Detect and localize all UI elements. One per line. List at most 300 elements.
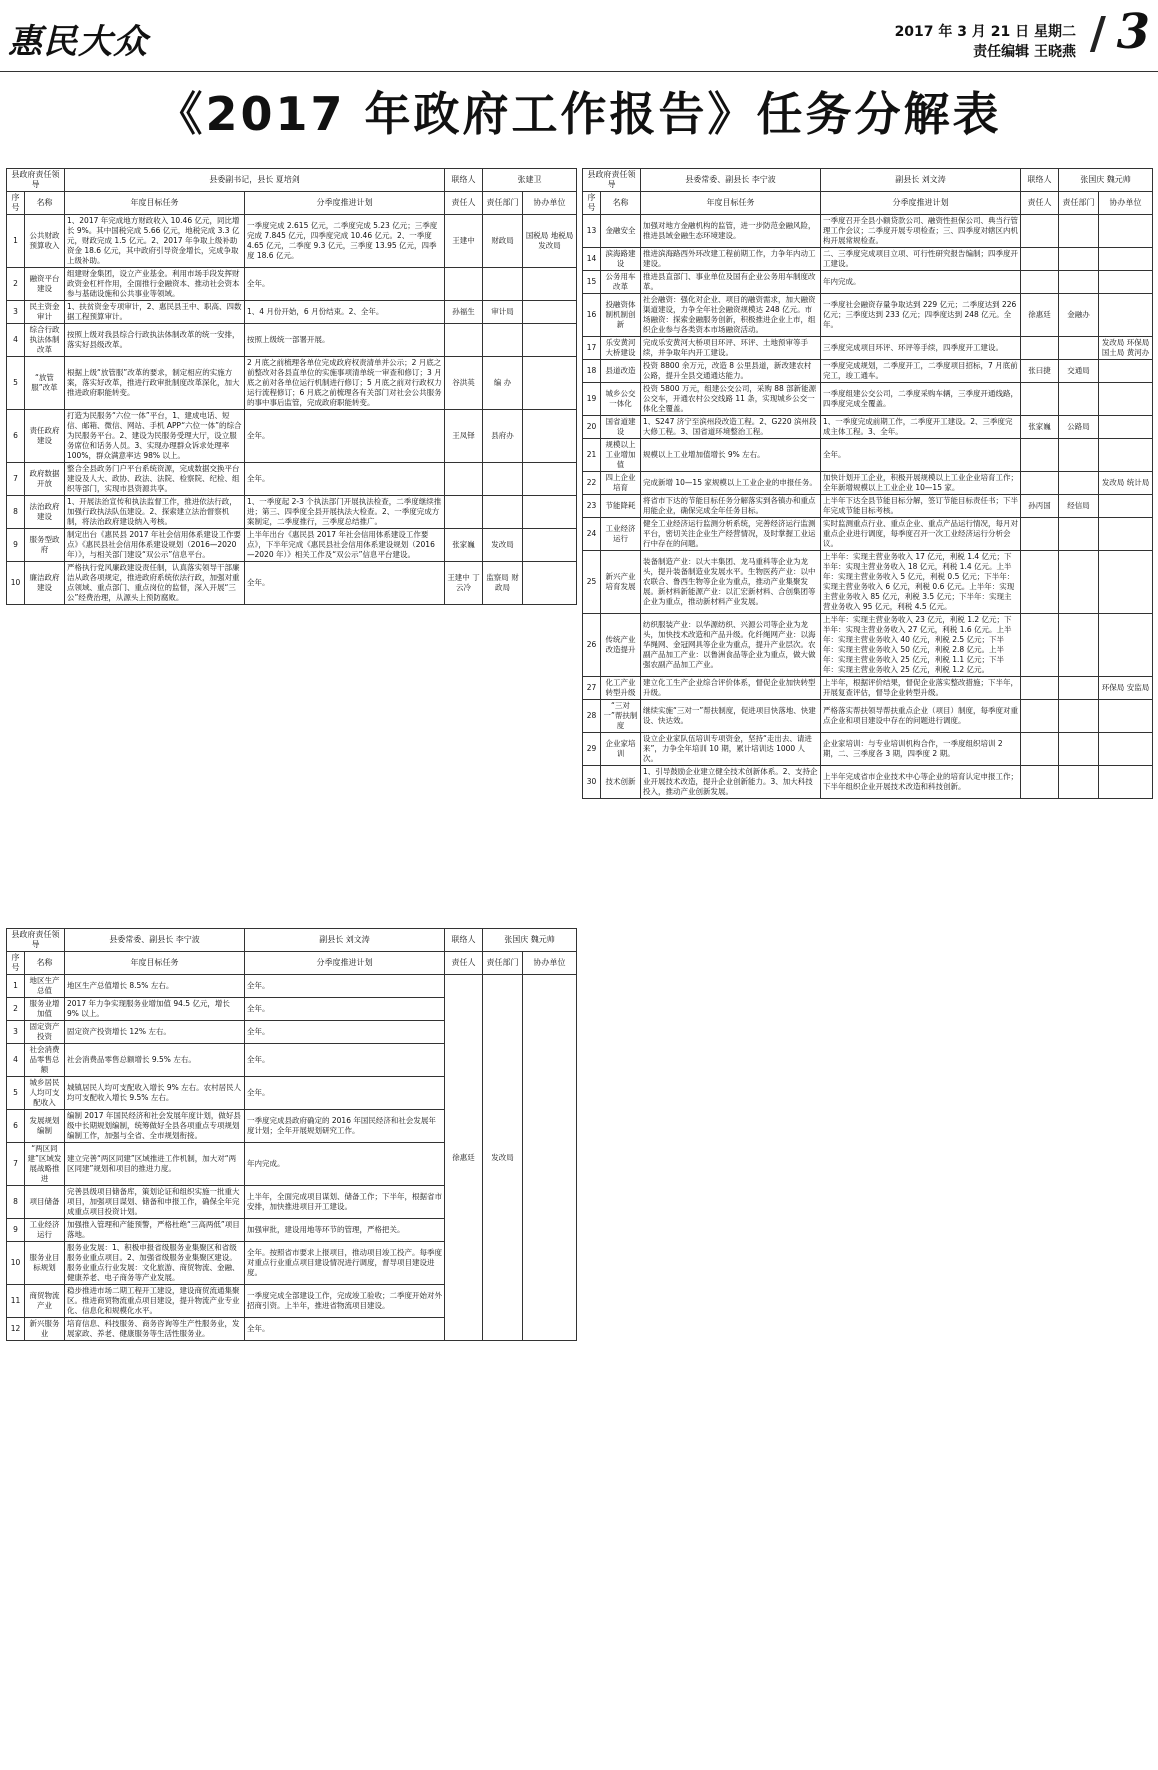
quarterly-plan: 1、一季度起 2-3 个执法部门开展执法检查，二季度继续推进；第三、四季度全县开展执法大检查。2、一季度完成方案制定，二季度推行，三季度总结推广。 — [245, 496, 445, 529]
quarterly-plan: 上半年下达全县节能目标分解，签订节能目标责任书；下半年完成节能目标考核。 — [821, 495, 1021, 518]
annual-task: 纺织服装产业：以华源纺织、兴源公司等企业为龙头，加快技术改造和产品升级。化纤绳网产业：以海华绳网、金冠网具等企业为重点，提升产业层次。农副产品加工产业：以鲁洲食品等企业为重点，做大做强农副产品加工产业。 — [641, 614, 821, 677]
co-organizer: 发改局 统计局 — [1099, 472, 1153, 495]
co-organizer — [1099, 439, 1153, 472]
task-name: “三对一”帮扶制度 — [601, 700, 641, 733]
task-name: 金融安全 — [601, 215, 641, 248]
annual-task: 编制 2017 年国民经济和社会发展年度计划，做好县级中长期规划编制，统筹做好全县各项重点专项规划编制工作，加强与全省、全市规划衔接。 — [65, 1110, 245, 1143]
column-header: 年度目标任务 — [65, 952, 245, 975]
quarterly-plan: 全年。 — [245, 975, 445, 998]
quarterly-plan: 一季度完成县政府确定的 2016 年国民经济和社会发展年度计划；全年开展规划研究工作。 — [245, 1110, 445, 1143]
responsible-dept: 发改局 — [483, 529, 523, 562]
responsible-person — [1021, 518, 1059, 551]
annual-task: 1、扶贫资金专项审计，2、惠民县王中、职高、四数据工程预算审计。 — [65, 301, 245, 324]
column-header-row — [7, 952, 577, 975]
annual-task: 推进滨海路西外环改建工程前期工作，力争年内动工建设。 — [641, 248, 821, 271]
task-name: “两区同建”区域发展战略推进 — [25, 1143, 65, 1186]
task-name: 廉洁政府建设 — [25, 562, 65, 605]
leader-value-2: 副县长 刘文涛 — [245, 929, 445, 952]
column-header: 责任部门 — [483, 192, 523, 215]
dateline — [895, 22, 1076, 62]
column-header: 责任人 — [1021, 192, 1059, 215]
table-row — [7, 975, 577, 998]
co-organizer — [523, 529, 577, 562]
quarterly-plan: 全年。 — [245, 1318, 445, 1341]
table-row — [583, 294, 1153, 337]
liaison-value: 张建卫 — [483, 169, 577, 192]
column-header: 责任人 — [445, 952, 483, 975]
annual-task: 整合全县政务门户平台系统资源，完成数据交换平台建设及人大、政协、政法、法院、检察院、纪检、组织等部门，实现市县资源共享。 — [65, 463, 245, 496]
task-name: 工业经济运行 — [25, 1219, 65, 1242]
column-header: 分季度推进计划 — [821, 192, 1021, 215]
table-row — [583, 495, 1153, 518]
row-number: 6 — [7, 410, 25, 463]
annual-task: 将省市下达的节能目标任务分解落实到各镇办和重点用能企业，确保完成全年任务目标。 — [641, 495, 821, 518]
row-number: 4 — [7, 324, 25, 357]
responsible-dept: 经信局 — [1059, 495, 1099, 518]
row-number: 29 — [583, 733, 601, 766]
row-number: 20 — [583, 416, 601, 439]
annual-task: 完善县级项目储备库，策划论证和组织实施一批重大项目，加强项目谋划、储备和申报工作，确保全年完成重点项目投资计划。 — [65, 1186, 245, 1219]
page-title: 《2017 年政府工作报告》任务分解表 — [156, 87, 1002, 141]
responsible-person — [445, 268, 483, 301]
leader-row — [583, 169, 1153, 192]
co-organizer — [523, 410, 577, 463]
responsible-person: 张家巍 — [445, 529, 483, 562]
liaison-value: 张国庆 魏元帅 — [483, 929, 577, 952]
table-row — [583, 677, 1153, 700]
responsible-person: 王建中 — [445, 215, 483, 268]
annual-task: 严格执行党风廉政建设责任制，认真落实领导干部廉洁从政各项规定，推进政府系统依法行政，加强对重点领域、重点部门、重点岗位的监督，深入开展“三公”经费治理，从源头上预防腐败。 — [65, 562, 245, 605]
responsible-person: 徐惠廷 — [445, 975, 483, 1341]
column-header: 序号 — [7, 192, 25, 215]
row-number: 6 — [7, 1110, 25, 1143]
responsible-person — [1021, 551, 1059, 614]
task-name: 项目储备 — [25, 1186, 65, 1219]
row-number: 10 — [7, 1242, 25, 1285]
annual-task: 投资 5800 万元，组建公交公司，采购 88 部新能源公交车，开通农村公交线路 11 条，实现城乡公交一体化全覆盖。 — [641, 383, 821, 416]
annual-task: 培育信息、科技服务、商务咨询等生产性服务业，发展家政、养老、健康服务等生活性服务业。 — [65, 1318, 245, 1341]
annual-task: 稳步推进市场二期工程开工建设，建设商贸流通集聚区。推进商贸物流重点项目建设，提升物流产业专业化、信息化和规模化水平。 — [65, 1285, 245, 1318]
responsible-editor: 责任编辑 王晓燕 — [973, 44, 1076, 60]
task-name: 公务用车改革 — [601, 271, 641, 294]
column-header: 协办单位 — [523, 192, 577, 215]
quarterly-plan: 加强审批，建设用地等环节的管理，严格把关。 — [245, 1219, 445, 1242]
co-organizer: 环保局 安监局 — [1099, 677, 1153, 700]
row-number: 17 — [583, 337, 601, 360]
task-name: 规模以上工业增加值 — [601, 439, 641, 472]
leader-label: 县政府责任领导 — [7, 929, 65, 952]
co-organizer — [523, 463, 577, 496]
task-name: 社会消费品零售总额 — [25, 1044, 65, 1077]
quarterly-plan: 加快计划开工企业，积极开展规模以上工业企业培育工作；全年新增规模以上工业企业 10—15 家。 — [821, 472, 1021, 495]
quarterly-plan: 全年。 — [245, 463, 445, 496]
column-header: 责任部门 — [1059, 192, 1099, 215]
task-name: 公共财政预算收入 — [25, 215, 65, 268]
row-number: 12 — [7, 1318, 25, 1341]
annual-task: 社会融资：强化对企业、项目的融资需求，加大融资渠道建设，力争全年社会融资规模达 248 亿元。市场融资：探索金融服务创新，积极推进企业上市，组织企业参与各类资本市场融资活动。 — [641, 294, 821, 337]
table-row — [7, 463, 577, 496]
quarterly-plan: 一季度完成全部建设工作，完成竣工验收；二季度开始对外招商引资。上半年，推进省物流项目建设。 — [245, 1285, 445, 1318]
co-organizer — [1099, 294, 1153, 337]
column-header-row — [7, 192, 577, 215]
task-name: 政府数据开放 — [25, 463, 65, 496]
quarterly-plan: 全年。 — [245, 562, 445, 605]
column-header: 协办单位 — [1099, 192, 1153, 215]
annual-task: 1、S247 济宁至滨州段改造工程。2、G220 滨州段大修工程。3、国省道环境整治工程。 — [641, 416, 821, 439]
responsible-dept — [1059, 215, 1099, 248]
annual-task: 建立完善“两区同建”区域推进工作机制，加大对“两区同建”规划和项目的推进力度。 — [65, 1143, 245, 1186]
quarterly-plan: 一季度召开全县小额贷款公司、融资性担保公司、典当行管理工作会议；二季度开展专项检查；三、四季度对辖区内机构开展常规检查。 — [821, 215, 1021, 248]
row-number: 22 — [583, 472, 601, 495]
row-number: 13 — [583, 215, 601, 248]
table-row — [583, 439, 1153, 472]
responsible-person — [445, 463, 483, 496]
responsible-person — [1021, 733, 1059, 766]
issue-date: 2017 年 3 月 21 日 星期二 — [894, 24, 1076, 40]
column-header: 名称 — [601, 192, 641, 215]
annual-task: 制定出台《惠民县 2017 年社会信用体系建设工作要点》《惠民县社会信用体系建设规划（2016—2020 年）》，与相关部门建设“双公示”信息平台。 — [65, 529, 245, 562]
responsible-dept — [1059, 700, 1099, 733]
responsible-person: 谷洪英 — [445, 357, 483, 410]
quarterly-plan: 全年。 — [245, 1021, 445, 1044]
table-row — [7, 268, 577, 301]
annual-task: 1、开展法治宣传和执法监督工作，推进依法行政，加强行政执法队伍建设。2、探索建立法治督察机制，将法治政府建设纳入考核。 — [65, 496, 245, 529]
table-row — [583, 614, 1153, 677]
column-header: 名称 — [25, 192, 65, 215]
page-number: 3 — [1116, 4, 1150, 60]
task-name: 固定资产投资 — [25, 1021, 65, 1044]
responsible-dept — [1059, 439, 1099, 472]
task-name: 发展规划编制 — [25, 1110, 65, 1143]
responsible-person: 孙丙国 — [1021, 495, 1059, 518]
quarterly-plan: 全年。 — [245, 1077, 445, 1110]
responsible-dept — [1059, 551, 1099, 614]
quarterly-plan: 上半年：实现主营业务收入 23 亿元，利税 1.2 亿元；下半年：实现主营业务收入 27 亿元，利税 1.6 亿元。上半年：实现主营业务收入 40 亿元，利税 2.5 亿元；下半年：实现主营业务收入 50 亿元，利税 2.8 亿元。上半年：实现主营业务收入 25 亿元，利税 1.1 亿元；下半年：实现主营业务收入 25 亿元，利税 1.2 亿元。 — [821, 614, 1021, 677]
task-name: 服务业增加值 — [25, 998, 65, 1021]
quarterly-plan: 全年。 — [245, 268, 445, 301]
responsible-person — [445, 496, 483, 529]
annual-task: 推进县直部门、事业单位及国有企业公务用车制度改革。 — [641, 271, 821, 294]
row-number: 4 — [7, 1044, 25, 1077]
annual-task: 根据上级“放管服”改革的要求，制定相应的实施方案，落实好改革，推进行政审批制度改革深化，加大推进政府职能转变。 — [65, 357, 245, 410]
responsible-person — [1021, 677, 1059, 700]
co-organizer — [1099, 271, 1153, 294]
task-name: 投融资体制机制创新 — [601, 294, 641, 337]
responsible-person: 孙福生 — [445, 301, 483, 324]
row-number: 3 — [7, 1021, 25, 1044]
task-name: 城乡居民人均可支配收入 — [25, 1077, 65, 1110]
table-row — [7, 496, 577, 529]
table-row — [583, 416, 1153, 439]
responsible-dept — [1059, 271, 1099, 294]
liaison-label: 联络人 — [1021, 169, 1059, 192]
quarterly-plan: 全年。 — [245, 998, 445, 1021]
task-name: 节能降耗 — [601, 495, 641, 518]
leader-value-2: 副县长 刘文涛 — [821, 169, 1021, 192]
task-name: 传统产业改造提升 — [601, 614, 641, 677]
table-row — [7, 324, 577, 357]
row-number: 5 — [7, 1077, 25, 1110]
responsible-dept: 县府办 — [483, 410, 523, 463]
column-header: 分季度推进计划 — [245, 952, 445, 975]
responsible-dept: 交通局 — [1059, 360, 1099, 383]
quarterly-plan: 一季度社会融资存量争取达到 229 亿元；二季度达到 226 亿元；三季度达到 233 亿元；四季度达到 248 亿元。全年。 — [821, 294, 1021, 337]
quarterly-plan: 年内完成。 — [245, 1143, 445, 1186]
task-name: 新兴服务业 — [25, 1318, 65, 1341]
column-header: 年度目标任务 — [65, 192, 245, 215]
table-row — [583, 518, 1153, 551]
row-number: 24 — [583, 518, 601, 551]
responsible-dept — [1059, 383, 1099, 416]
newspaper-logo: 惠民大众 — [8, 22, 148, 62]
table-row — [7, 357, 577, 410]
task-name: 化工产业转型升级 — [601, 677, 641, 700]
task-table-2 — [6, 928, 577, 1341]
table-row — [583, 472, 1153, 495]
table-row — [583, 551, 1153, 614]
row-number: 2 — [7, 998, 25, 1021]
annual-task: 健全工业经济运行监测分析系统，完善经济运行监测平台，密切关注企业生产经营情况，及时掌握工业运行中存在的问题。 — [641, 518, 821, 551]
row-number: 19 — [583, 383, 601, 416]
responsible-dept: 财政局 — [483, 215, 523, 268]
table-row — [583, 271, 1153, 294]
row-number: 27 — [583, 677, 601, 700]
column-header: 分季度推进计划 — [245, 192, 445, 215]
table-row — [583, 766, 1153, 799]
row-number: 21 — [583, 439, 601, 472]
responsible-person — [1021, 383, 1059, 416]
task-table-3 — [582, 168, 1153, 799]
leader-value: 县委副书记，县长 夏培剑 — [65, 169, 445, 192]
column-header: 序号 — [7, 952, 25, 975]
co-organizer — [1099, 215, 1153, 248]
annual-task: 加强推入管理和产能预警，严格杜绝“三高两低”项目落地。 — [65, 1219, 245, 1242]
task-name: 责任政府建设 — [25, 410, 65, 463]
row-number: 3 — [7, 301, 25, 324]
co-organizer — [1099, 383, 1153, 416]
column-header: 序号 — [583, 192, 601, 215]
table-row — [583, 248, 1153, 271]
responsible-dept: 公路局 — [1059, 416, 1099, 439]
co-organizer — [1099, 248, 1153, 271]
responsible-dept: 编 办 — [483, 357, 523, 410]
table-row — [583, 337, 1153, 360]
task-table-1 — [6, 168, 577, 605]
task-name: 县道改造 — [601, 360, 641, 383]
annual-task: 设立企业家队伍培训专项资金，坚持“走出去、请进来”，力争全年培训 10 期，累计培训达 1000 人次。 — [641, 733, 821, 766]
quarterly-plan: 2 月底之前梳理各单位完成政府权责清单并公示；2 月底之前整改对各县直单位的实施事项清单统一审查和修订；3 月底之前对各单位运行机制进行修订；5 月底之前对行政权力运行流程修订；6 月底之前梳理各有关部门对社会公共服务的事中事后监管，完成政府职能转变。 — [245, 357, 445, 410]
responsible-dept: 监察局 财政局 — [483, 562, 523, 605]
quarterly-plan: 一季度完成 2.615 亿元，二季度完成 5.23 亿元；三季度完成 7.845 亿元，四季度完成 10.46 亿元。2、一季度 4.65 亿元，二季度 9.3 亿元，三季度 13.95 亿元，四季度 18.6 亿元。 — [245, 215, 445, 268]
quarterly-plan: 上半年：实现主营业务收入 17 亿元，利税 1.4 亿元；下半年：实现主营业务收入 18 亿元，利税 1.4 亿元。上半年：实现主营业务收入 5 亿元，利税 0.5 亿元；下半年：实现主营业务收入 6 亿元，利税 0.6 亿元。上半年：实现主营业务收入 85 亿元，利税 3.5 亿元；下半年：实现主营业务收入 95 亿元，利税 4.5 亿元。 — [821, 551, 1021, 614]
leader-row — [7, 929, 577, 952]
responsible-dept: 发改局 — [483, 975, 523, 1341]
annual-task: 建立化工生产企业综合评价体系，督促企业加快转型升级。 — [641, 677, 821, 700]
quarterly-plan: 全年。 — [821, 439, 1021, 472]
quarterly-plan: 二、三季度完成项目立项、可行性研究报告编制；四季度开工建设。 — [821, 248, 1021, 271]
quarterly-plan: 三季度完成项目环评、环评等手续，四季度开工建设。 — [821, 337, 1021, 360]
column-header: 年度目标任务 — [641, 192, 821, 215]
responsible-dept — [1059, 472, 1099, 495]
responsible-dept — [1059, 766, 1099, 799]
table-row — [7, 529, 577, 562]
quarterly-plan: 1、4 月份开始，6 月份结束。2、全年。 — [245, 301, 445, 324]
quarterly-plan: 企业家培训：与专业培训机构合作，一季度组织培训 2 期，二、三季度各 3 期，四季度 2 期。 — [821, 733, 1021, 766]
annual-task: 地区生产总值增长 8.5% 左右。 — [65, 975, 245, 998]
task-name: 四上企业培育 — [601, 472, 641, 495]
responsible-person — [445, 324, 483, 357]
row-number: 7 — [7, 1143, 25, 1186]
task-name: 工业经济运行 — [601, 518, 641, 551]
row-number: 8 — [7, 496, 25, 529]
table-row — [583, 360, 1153, 383]
responsible-person: 张家巍 — [1021, 416, 1059, 439]
annual-task: 加强对地方金融机构的监管，进一步防范金融风险，推进县域金融生态环境建设。 — [641, 215, 821, 248]
column-header: 责任人 — [445, 192, 483, 215]
table-row — [583, 733, 1153, 766]
task-name: 综合行政执法体制改革 — [25, 324, 65, 357]
co-organizer — [523, 496, 577, 529]
responsible-dept — [483, 324, 523, 357]
responsible-person — [1021, 248, 1059, 271]
column-header: 协办单位 — [523, 952, 577, 975]
row-number: 9 — [7, 1219, 25, 1242]
annual-task: 1、引导鼓励企业建立健全技术创新体系。2、支持企业开展技术改造，提升企业创新能力。3、加大科技投入，推动产业创新发展。 — [641, 766, 821, 799]
responsible-person: 王建中 丁云冷 — [445, 562, 483, 605]
annual-task: 2017 年力争实现服务业增加值 94.5 亿元，增长 9% 以上。 — [65, 998, 245, 1021]
leader-row — [7, 169, 577, 192]
column-header: 名称 — [25, 952, 65, 975]
responsible-person — [1021, 472, 1059, 495]
row-number: 23 — [583, 495, 601, 518]
responsible-dept — [483, 268, 523, 301]
annual-task: 继续实施“三对一”帮扶制度，促进项目快落地、快建设、快达效。 — [641, 700, 821, 733]
co-organizer — [523, 301, 577, 324]
responsible-dept — [1059, 248, 1099, 271]
row-number: 16 — [583, 294, 601, 337]
row-number: 8 — [7, 1186, 25, 1219]
task-name: 服务型政府 — [25, 529, 65, 562]
masthead — [0, 0, 1158, 72]
quarterly-plan: 一季度组建公交公司，二季度采购车辆，三季度开通线路，四季度完成全覆盖。 — [821, 383, 1021, 416]
responsible-person: 张曰捷 — [1021, 360, 1059, 383]
co-organizer — [1099, 495, 1153, 518]
responsible-dept: 金融办 — [1059, 294, 1099, 337]
task-name: 法治政府建设 — [25, 496, 65, 529]
quarterly-plan: 按照上级统一部署开展。 — [245, 324, 445, 357]
task-name: 地区生产总值 — [25, 975, 65, 998]
responsible-person — [1021, 271, 1059, 294]
responsible-person — [1021, 439, 1059, 472]
quarterly-plan: 一季度完成规划，二季度开工，二季度项目招标，7 月底前完工，竣工通车。 — [821, 360, 1021, 383]
quarterly-plan: 上半年，全面完成项目谋划、储备工作；下半年，根据省市安排，加快推进项目开工建设。 — [245, 1186, 445, 1219]
task-name: 融资平台建设 — [25, 268, 65, 301]
row-number: 7 — [7, 463, 25, 496]
annual-task: 完成乐安黄河大桥项目环评、环评、土地预审等手续，并争取年内开工建设。 — [641, 337, 821, 360]
co-organizer — [1099, 733, 1153, 766]
quarterly-plan: 全年。 — [245, 1044, 445, 1077]
page-slash: / — [1089, 8, 1106, 59]
row-number: 25 — [583, 551, 601, 614]
task-name: 新兴产业培育发展 — [601, 551, 641, 614]
leader-value: 县委常委、副县长 李宁波 — [641, 169, 821, 192]
responsible-dept — [1059, 614, 1099, 677]
table-row — [583, 383, 1153, 416]
annual-task: 完成新增 10—15 家规模以上工业企业的申报任务。 — [641, 472, 821, 495]
quarterly-plan: 1、一季度完成前期工作，二季度开工建设。2、三季度完成主体工程。3、全年。 — [821, 416, 1021, 439]
responsible-person — [1021, 766, 1059, 799]
liaison-label: 联络人 — [445, 169, 483, 192]
co-organizer — [1099, 551, 1153, 614]
annual-task: 社会消费品零售总额增长 9.5% 左右。 — [65, 1044, 245, 1077]
row-number: 1 — [7, 215, 25, 268]
responsible-dept: 审计局 — [483, 301, 523, 324]
task-name: 滨海路建设 — [601, 248, 641, 271]
co-organizer: 国税局 地税局 发改局 — [523, 215, 577, 268]
co-organizer — [1099, 700, 1153, 733]
quarterly-plan: 实时监测重点行业、重点企业、重点产品运行情况，每月对重点企业进行调度，每季度召开一次工业经济运行分析会议。 — [821, 518, 1021, 551]
task-name: 民主资金审计 — [25, 301, 65, 324]
task-name: 城乡公交一体化 — [601, 383, 641, 416]
row-number: 5 — [7, 357, 25, 410]
table-row — [583, 700, 1153, 733]
table-row — [583, 215, 1153, 248]
responsible-person: 王凤铎 — [445, 410, 483, 463]
annual-task: 按照上级对我县综合行政执法体制改革的统一安排，落实好县级改革。 — [65, 324, 245, 357]
task-name: 服务业目标规划 — [25, 1242, 65, 1285]
annual-task: 装备制造产业：以大丰集团、龙马重科等企业为龙头，提升装备制造业发展水平。生物医药产业：以中农联合、鲁西生物等企业为重点，推动产业集聚发展。新材料新能源产业：以汇宏新材料、合创集团等企业为重点，推动新材料产业发展。 — [641, 551, 821, 614]
task-name: 商贸物流产业 — [25, 1285, 65, 1318]
responsible-person — [1021, 215, 1059, 248]
table-row — [7, 410, 577, 463]
co-organizer — [523, 975, 577, 1341]
table-row — [7, 301, 577, 324]
responsible-person — [1021, 614, 1059, 677]
responsible-dept — [483, 463, 523, 496]
responsible-dept — [1059, 733, 1099, 766]
leader-value: 县委常委、副县长 李宁波 — [65, 929, 245, 952]
quarterly-plan: 上半年完成省市企业技术中心等企业的培育认定申报工作；下半年组织企业开展技术改造和科技创新。 — [821, 766, 1021, 799]
table-row — [7, 215, 577, 268]
table-row — [7, 562, 577, 605]
row-number: 30 — [583, 766, 601, 799]
co-organizer — [1099, 518, 1153, 551]
annual-task: 投资 8800 余万元，改造 8 公里县道，新改建农村公路，提升全县交通通达能力。 — [641, 360, 821, 383]
co-organizer — [523, 357, 577, 410]
task-name: “放管服”改革 — [25, 357, 65, 410]
responsible-dept — [1059, 518, 1099, 551]
co-organizer — [523, 268, 577, 301]
co-organizer — [1099, 766, 1153, 799]
annual-task: 打造为民服务“六位一体”平台，1、建成电话、短信、邮箱、微信、网站、手机 APP“六位一体”的综合为民服务平台。2、建设为民服务受理大厅，设立服务席位和话务人员。3、实现办理群众诉求处理率 100%，群众满意率达 98% 以上。 — [65, 410, 245, 463]
co-organizer — [1099, 416, 1153, 439]
co-organizer — [523, 562, 577, 605]
task-name: 技术创新 — [601, 766, 641, 799]
annual-task: 固定资产投资增长 12% 左右。 — [65, 1021, 245, 1044]
row-number: 26 — [583, 614, 601, 677]
row-number: 28 — [583, 700, 601, 733]
annual-task: 服务业发展：1、积极申报省级服务业集聚区和省级服务业重点项目。2、加强省级服务业集聚区建设。服务业重点行业发展：文化旅游、商贸物流、金融、健康养老、电子商务等产业发展。 — [65, 1242, 245, 1285]
liaison-value: 张国庆 魏元帅 — [1059, 169, 1153, 192]
row-number: 1 — [7, 975, 25, 998]
row-number: 14 — [583, 248, 601, 271]
liaison-label: 联络人 — [445, 929, 483, 952]
row-number: 18 — [583, 360, 601, 383]
co-organizer — [523, 324, 577, 357]
row-number: 10 — [7, 562, 25, 605]
responsible-dept — [1059, 677, 1099, 700]
responsible-person — [1021, 700, 1059, 733]
